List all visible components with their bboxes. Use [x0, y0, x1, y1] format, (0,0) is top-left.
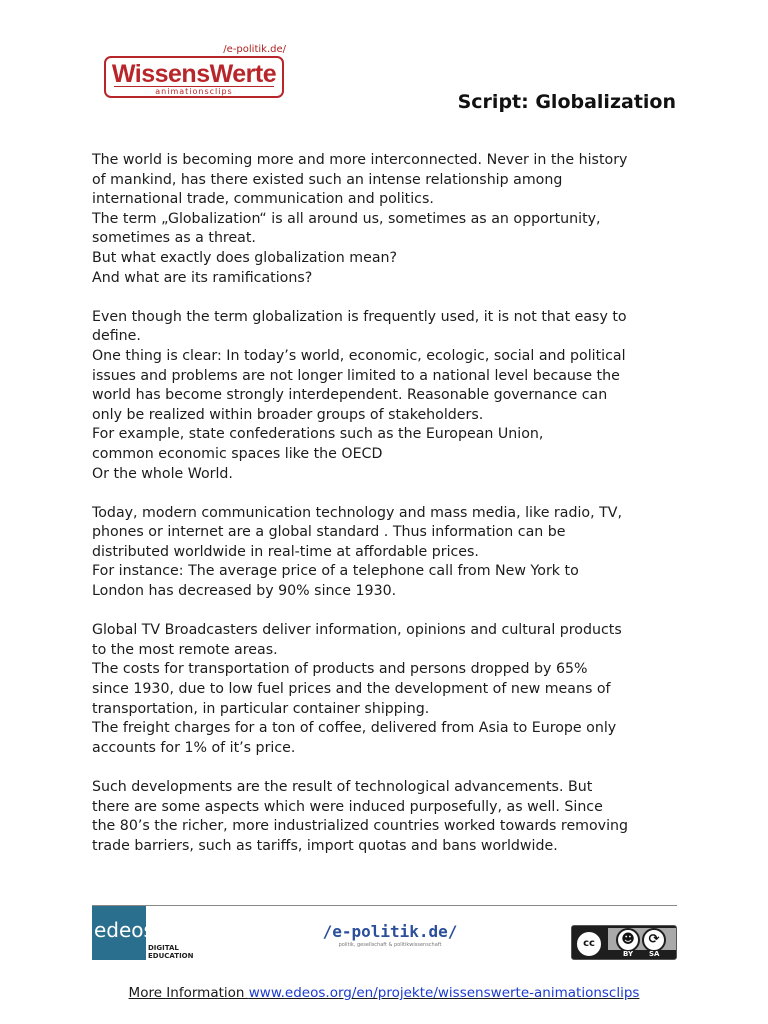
text-line: to the most remote areas. [92, 641, 278, 658]
paragraph [92, 308, 692, 484]
edeos-tagline [148, 944, 193, 960]
text-line: For example, state confederations such as the European Union, [92, 426, 544, 443]
cc-license-badge [571, 925, 677, 960]
logo-frame [104, 56, 284, 98]
text-line: Today, modern communication technology and mass media, like radio, TV, [92, 504, 622, 521]
text-line: international trade, communication and politics. [92, 191, 434, 208]
paragraph [92, 504, 692, 602]
more-information [0, 985, 768, 1001]
text-line: The costs for transportation of products and persons dropped by 65% [92, 661, 588, 678]
cc-sa-label: SA [649, 950, 660, 958]
text-line: And what are its ramifications? [92, 269, 313, 286]
text-line: distributed worldwide in real-time at affordable prices. [92, 543, 479, 560]
text-line: The freight charges for a ton of coffee, delivered from Asia to Europe only [92, 720, 617, 737]
text-line: transportation, in particular container shipping. [92, 700, 430, 717]
paragraph [92, 151, 692, 288]
share-alike-icon: ⟳ [642, 928, 666, 952]
script-body [92, 151, 692, 876]
page-title: Script: Globalization [457, 91, 676, 113]
text-line: the 80’s the richer, more industrialized countries worked towards removing [92, 818, 629, 835]
cc-by-label: BY [623, 950, 634, 958]
text-line: phones or internet are a global standard . Thus information can be [92, 524, 566, 541]
epolitik-wordmark: /e-politik.de/ [322, 922, 458, 941]
text-line: One thing is clear: In today’s world, economic, ecologic, social and political [92, 347, 626, 364]
text-line: of mankind, has there existed such an intense relationship among [92, 171, 563, 188]
text-line: Global TV Broadcasters deliver information, opinions and cultural products [92, 622, 622, 639]
text-line: issues and problems are not longer limited to a national level because the [92, 367, 620, 384]
text-line: The world is becoming more and more interconnected. Never in the history [92, 152, 628, 168]
text-line: there are some aspects which were induced purposefully, as well. Since [92, 798, 603, 815]
text-line: only be realized within broader groups of stakeholders. [92, 406, 484, 423]
text-line: Or the whole World. [92, 465, 233, 482]
text-line: since 1930, due to low fuel prices and the development of new means of [92, 681, 611, 698]
more-information-label: More Information [128, 985, 249, 1001]
logo-wordmark: WissensWerte [111, 60, 277, 88]
paragraph [92, 778, 692, 856]
text-line: Such developments are the result of technological advancements. But [92, 779, 593, 795]
more-information-link[interactable]: www.edeos.org/en/projekte/wissenswerte-animationsclips [248, 985, 640, 1001]
paragraph [92, 621, 692, 758]
text-line: Even though the term globalization is frequently used, it is not that easy to [92, 308, 627, 325]
epolitik-tagline: politik, gesellschaft & politikwissenschaft [338, 942, 442, 948]
edeos-logo [92, 906, 194, 960]
text-line: common economic spaces like the OECD [92, 445, 383, 462]
text-line: For instance: The average price of a telephone call from New York to [92, 563, 579, 580]
text-line: define. [92, 328, 141, 345]
epolitik-logo [310, 922, 470, 948]
logo-url-text: /e-politik.de/ [223, 44, 286, 55]
edeos-tagline-line2: EDUCATION [148, 952, 194, 960]
cc-icon: cc [575, 930, 603, 958]
person-icon: ☻ [616, 928, 640, 952]
text-line: trade barriers, such as tariffs, import quotas and bans worldwide. [92, 837, 558, 854]
edeos-logo-block [92, 906, 154, 960]
text-line: London has decreased by 90% since 1930. [92, 583, 397, 600]
text-line: accounts for 1% of it’s price. [92, 739, 296, 756]
text-line: The term „Globalization“ is all around us, sometimes as an opportunity, [92, 210, 601, 227]
text-line: But what exactly does globalization mean? [92, 249, 398, 266]
edeos-tagline-line1: DIGITAL [148, 944, 179, 952]
text-line: world has become strongly interdependent. Reasonable governance can [92, 387, 608, 404]
text-line: sometimes as a threat. [92, 230, 256, 247]
logo-subtitle: animationsclips [114, 86, 274, 96]
edeos-wordmark: edeos [94, 918, 154, 942]
